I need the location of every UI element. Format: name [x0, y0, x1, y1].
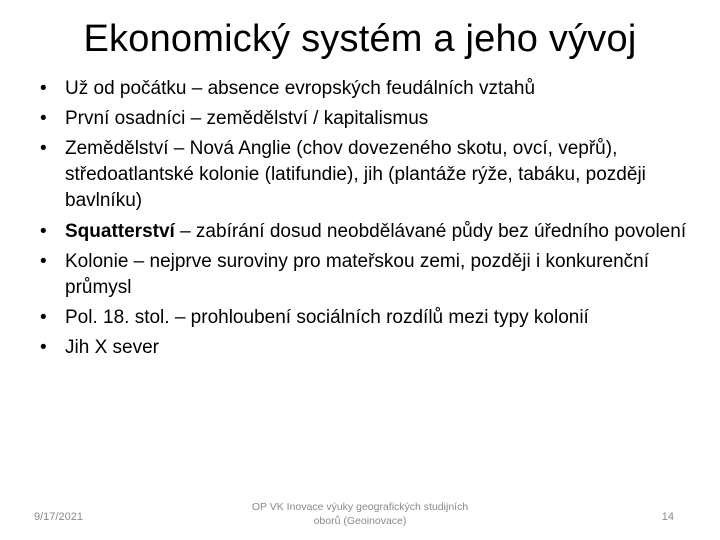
bullet-item [40, 136, 688, 214]
bullet-icon: • [40, 250, 47, 272]
bullet-item [40, 219, 688, 245]
bullet-item [40, 76, 688, 102]
bullet-icon: • [40, 138, 47, 160]
bullet-icon: • [40, 306, 47, 328]
bullet-text: – zabírání dosud neobdělávané půdy bez úředního povolení [174, 220, 687, 242]
bullet-item [40, 106, 688, 132]
bullet-item [40, 335, 688, 361]
footer-date: 9/17/2021 [34, 511, 83, 523]
bullet-icon: • [40, 220, 47, 242]
bullet-text: Jih X sever [65, 337, 159, 359]
bullet-lead: Squatterství [65, 220, 175, 242]
bullet-text: Pol. 18. stol. – prohloubení sociálních rozdílů mezi typy kolonií [65, 306, 589, 328]
footer-page-number: 14 [661, 511, 674, 523]
footer-center-text: OP VK Inovace výuky geografických studijních oborů (Geoinovace) [251, 501, 469, 527]
bullet-item [40, 305, 688, 331]
slide-title: Ekonomický systém a jeho vývoj [83, 18, 637, 60]
bullet-text: Zemědělství – Nová Anglie (chov dovezeného skotu, ovcí, vepřů), středoatlantské kolonie (latifundie), jih (plantáže rýže, tabáku, později bavlníku) [65, 138, 646, 212]
bullet-icon: • [40, 108, 47, 130]
bullet-text: První osadníci – zemědělství / kapitalismus [65, 108, 429, 130]
bullet-list [40, 76, 688, 365]
bullet-icon: • [40, 78, 47, 99]
bullet-text: Kolonie – nejprve suroviny pro mateřskou zemi, později i konkurenční průmysl [65, 250, 650, 298]
bullet-item [40, 249, 688, 301]
bullet-icon: • [40, 337, 47, 359]
bullet-text: Už od počátku – absence evropských feudálních vztahů [65, 78, 536, 99]
